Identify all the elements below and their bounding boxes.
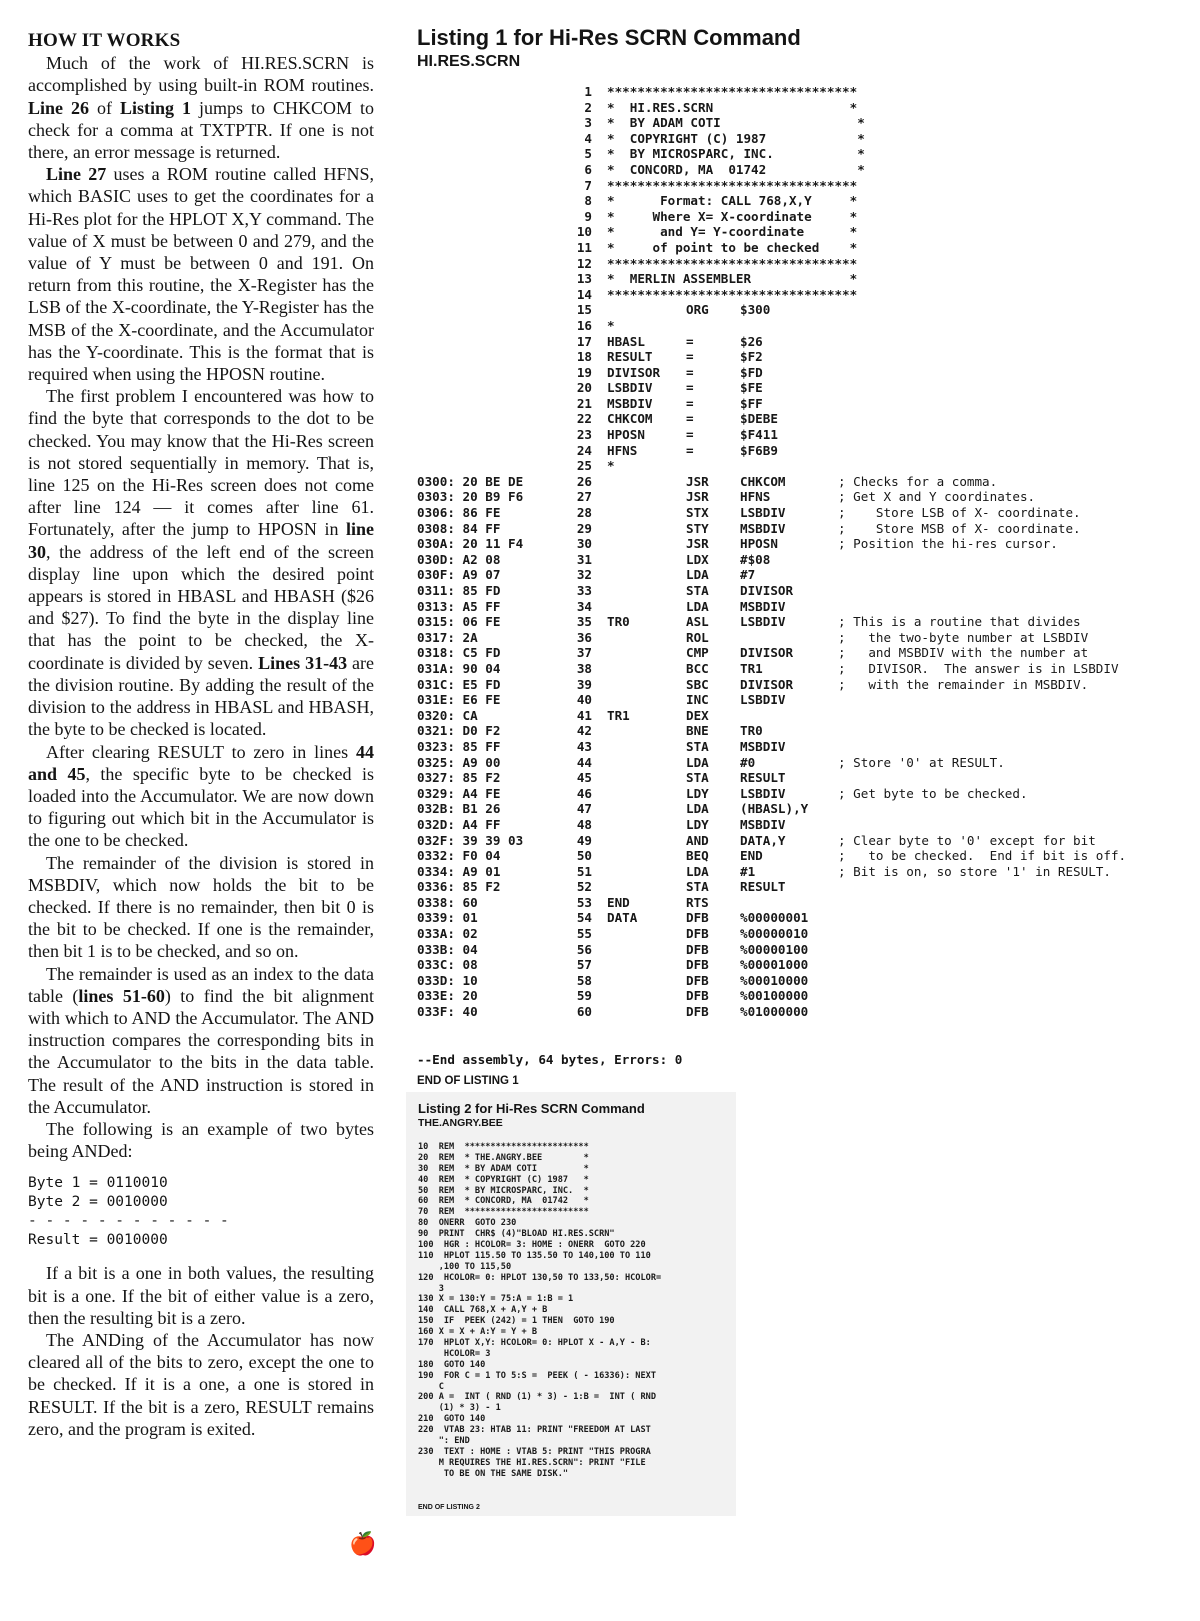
line-number: 27 [576,489,592,505]
code-line: ": END [418,1436,470,1447]
code-operand: %00000100 [740,941,809,957]
code-comment-block: * BY ADAM COTI * [607,115,865,131]
code-address: 033A: 02 [417,926,478,942]
code-opcode: DFB [686,972,709,988]
code-opcode: BCC [686,660,709,676]
code-comment: ; with the remainder in MSBDIV. [838,676,1089,692]
code-line: 180 GOTO 140 [418,1359,486,1370]
code-opcode: CMP [686,645,709,661]
code-opcode: ROL [686,629,709,645]
code-operand: #7 [740,567,756,583]
line-number: 26 [576,473,592,489]
code-comment: ; Bit is on, so store '1' in RESULT. [838,863,1111,879]
code-operand: #$08 [740,551,771,567]
code-comment-block: ********************************* [607,255,858,271]
code-comment-block: * Where X= X-coordinate * [607,208,858,224]
line-number: 7 [584,177,592,193]
paragraph-1: Much of the work of HI.RES.SCRN is accomplished by using built-in ROM routines. Line 26 of Listing 1 jumps to CHKCOM to check for a comma at TXTPTR. If one is not there, an error message is returned. [28,53,374,163]
code-opcode: = [686,349,694,365]
code-address: 0303: 20 B9 F6 [417,489,524,505]
code-line: HCOLOR= 3 [418,1348,491,1359]
code-comment: ; Checks for a comma. [838,473,998,489]
line-number: 33 [576,583,592,598]
code-address: 0336: 85 F2 [417,879,501,895]
code-label: RESULT [607,349,653,365]
code-opcode: DEX [686,707,709,723]
code-address: 031C: E5 FD [417,676,501,692]
code-operand: %00001000 [740,957,809,973]
paragraph-6: The remainder is used as an index to the data table (lines 51-60) to find the bit alignment with which to AND the Accumulator. The AND instruction compares the corresponding bits in the Accumulator to the bits in the data table. The result of the AND instruction is stored in the Accumulator. [28,963,374,1117]
article-column [28,30,374,1440]
code-line: 110 HPLOT 115.50 TO 135.50 TO 140,100 TO 110 [418,1250,651,1261]
code-comment-block: * and Y= Y-coordinate * [607,224,858,240]
code-operand: $FD [740,364,763,380]
paragraph-7: The following is an example of two bytes being ANDed: [28,1118,374,1162]
code-operand: CHKCOM [740,473,786,489]
code-address: 0306: 86 FE [417,505,501,521]
code-comment-block: * of point to be checked * [607,239,858,255]
code-opcode: = [686,364,694,380]
code-address: 032D: A4 FF [417,816,501,832]
code-label: HFNS [607,442,638,458]
code-operand: $FE [740,380,763,396]
code-opcode: LDA [686,567,709,583]
listing1-title: Listing 1 for Hi-Res SCRN Command [417,25,801,50]
code-operand: DATA,Y [740,832,786,848]
code-opcode: DFB [686,926,709,942]
code-operand: LSBDIV [740,614,786,630]
code-operand: %00010000 [740,972,809,988]
line-number: 29 [576,520,592,536]
line-number: 16 [576,317,592,333]
code-opcode: STX [686,505,709,521]
code-address: 031A: 90 04 [417,660,501,676]
paragraph-2: Line 27 uses a ROM routine called HFNS, which BASIC uses to get the coordinates for a Hi-Res plot for the HPLOT X,Y command. The value of X must be between 0 and 279, and the value of Y must be between 0 and 191. On return from this routine, the X-Register has the LSB of the X-coordinate, the Y-Register has the MSB of the X-coordinate, and the Accumulator has the Y-coordinate. This is the format that is required when using the HPOSN routine. [28,164,374,385]
line-number: 2 [584,99,592,115]
code-opcode: AND [686,832,709,848]
code-address: 0323: 85 FF [417,738,501,754]
end-of-listing2: END OF LISTING 2 [418,1504,480,1511]
code-comment: ; This is a routine that divides [838,614,1081,630]
code-opcode: BEQ [686,848,709,864]
line-number: 46 [576,785,592,801]
code-opcode: = [686,411,694,427]
line-number: 45 [576,770,592,786]
code-line: 3 [418,1283,444,1294]
code-line: 140 CALL 768,X + A,Y + B [418,1305,548,1316]
code-comment: ; Store LSB of X- coordinate. [838,505,1081,521]
code-operand: %00000001 [740,910,809,926]
code-address: 0325: A9 00 [417,754,501,770]
line-number: 32 [576,567,592,583]
listing1-header [417,24,801,72]
code-line: 20 REM * THE.ANGRY.BEE * [418,1152,589,1163]
code-address: 030D: A2 08 [417,551,501,567]
apple-end-icon: 🍎 [349,1532,377,1557]
code-opcode: DFB [686,910,709,926]
code-line: 100 HGR : HCOLOR= 3: HOME : ONERR GOTO 220 [418,1240,646,1251]
code-opcode: LDA [686,598,709,614]
code-operand: %00000010 [740,926,809,942]
code-operand: $DEBE [740,411,778,427]
code-address: 0321: D0 F2 [417,723,501,739]
code-comment: ; Get byte to be checked. [838,785,1028,801]
line-number: 58 [576,972,592,988]
code-opcode: STA [686,770,709,786]
line-number: 24 [576,442,592,458]
code-opcode: LDA [686,801,709,817]
code-operand: END [740,848,763,864]
code-line: 200 A = INT ( RND (1) * 3) - 1:B = INT ( RND [418,1392,656,1403]
code-comment-block: * HI.RES.SCRN * [607,99,858,115]
line-number: 37 [576,645,592,661]
line-number: 6 [584,161,592,177]
line-number: 35 [576,614,592,630]
line-number: 10 [576,224,592,240]
code-line: 170 HPLOT X,Y: HCOLOR= 0: HPLOT X - A,Y - B: [418,1338,651,1349]
line-number: 44 [576,754,592,770]
code-address: 0329: A4 FE [417,785,501,801]
line-number: 51 [576,863,592,879]
code-address: 0317: 2A [417,629,478,645]
code-label: DATA [607,910,638,926]
code-opcode: LDX [686,551,709,567]
code-operand: $F2 [740,349,763,365]
code-line: 160 X = X + A:Y = Y + B [418,1327,537,1338]
code-opcode: LDA [686,754,709,770]
code-operand: MSBDIV [740,598,786,614]
code-line: 10 REM ************************ [418,1142,589,1152]
code-address: 0318: C5 FD [417,645,501,661]
line-number: 9 [584,208,592,224]
line-number: 53 [576,894,592,910]
and-example: Byte 1 = 0110010 Byte 2 = 0010000 - - - - - - - - - - - - Result = 0010000 [28,1175,229,1249]
code-operand: $F6B9 [740,442,778,458]
line-number: 15 [576,302,592,318]
code-label: HBASL [607,333,645,349]
paragraph-9: The ANDing of the Accumulator has now cleared all of the bits to zero, except the one to be checked. If it is a one, a one is stored in RESULT. If the bit is a zero, RESULT remains zero, and the program is exited. [28,1329,374,1439]
code-comment-block: * COPYRIGHT (C) 1987 * [607,130,865,146]
paragraph-5: The remainder of the division is stored in MSBDIV, which now holds the bit to be checked. If there is no remainder, then bit 0 is the bit to be checked. If one is the remainder, then bit 1 is to be checked, and so on. [28,852,374,962]
code-operand: RESULT [740,770,786,786]
line-number: 23 [576,427,592,443]
code-opcode: ORG [686,302,709,318]
code-line: (1) * 3) - 1 [418,1403,501,1414]
code-comment-block: * [607,458,615,474]
code-opcode: JSR [686,473,709,489]
code-comment-block: ********************************* [607,84,858,99]
code-address: 033F: 40 [417,1004,478,1020]
code-line: 190 FOR C = 1 TO 5:S = PEEK ( - 16336): NEXT [418,1370,656,1381]
code-opcode: STY [686,520,709,536]
line-number: 31 [576,551,592,567]
code-operand: LSBDIV [740,692,786,708]
code-opcode: LDY [686,785,709,801]
line-number: 38 [576,660,592,676]
code-operand: MSBDIV [740,738,786,754]
code-comment: ; the two-byte number at LSBDIV [838,629,1089,645]
code-opcode: JSR [686,536,709,552]
code-operand: $F411 [740,427,778,443]
code-address: 030F: A9 07 [417,567,501,583]
code-opcode: = [686,380,694,396]
code-comment-block: * [607,317,615,333]
line-number: 4 [584,130,592,146]
code-line: 130 X = 130:Y = 75:A = 1:B = 1 [418,1294,574,1305]
listing2-code [418,1142,661,1480]
code-address: 0334: A9 01 [417,863,501,879]
code-line: 90 PRINT CHR$ (4)"BLOAD HI.RES.SCRN" [418,1229,615,1240]
code-comment: ; and MSBDIV with the number at [838,645,1089,661]
code-operand: $300 [740,302,771,318]
line-number: 20 [576,380,592,396]
code-address: 0300: 20 BE DE [417,473,524,489]
code-line: M REQUIRES THE HI.RES.SCRN": PRINT "FILE [418,1457,646,1468]
code-line: 80 ONERR GOTO 230 [418,1218,517,1229]
line-number: 17 [576,333,592,349]
line-number: 18 [576,349,592,365]
line-number: 19 [576,364,592,380]
code-address: 0313: A5 FF [417,598,501,614]
code-opcode: RTS [686,894,709,910]
listing2-subtitle: THE.ANGRY.BEE [418,1117,503,1129]
code-address: 032B: B1 26 [417,801,501,817]
line-number: 3 [584,115,592,131]
code-label: DIVISOR [607,364,661,380]
code-line: 30 REM * BY ADAM COTI * [418,1163,589,1174]
code-opcode: STA [686,738,709,754]
code-label: CHKCOM [607,411,653,427]
code-line: 120 HCOLOR= 0: HPLOT 130,50 TO 133,50: HCOLOR= [418,1272,662,1283]
code-operand: LSBDIV [740,505,786,521]
code-address: 0315: 06 FE [417,614,501,630]
line-number: 8 [584,193,592,209]
code-operand: $FF [740,395,763,411]
code-operand: HFNS [740,489,771,505]
code-label: END [607,894,630,910]
code-comment: ; Position the hi-res cursor. [838,536,1058,552]
line-number: 55 [576,926,592,942]
code-comment-block: ********************************* [607,177,858,193]
line-number: 39 [576,676,592,692]
code-opcode: = [686,395,694,411]
code-opcode: SBC [686,676,709,692]
code-comment: ; to be checked. End if bit is off. [838,848,1127,864]
code-address: 033B: 04 [417,941,478,957]
line-number: 1 [584,84,592,99]
code-opcode: INC [686,692,709,708]
code-operand: DIVISOR [740,676,794,692]
code-operand: HPOSN [740,536,778,552]
code-address: 033E: 20 [417,988,478,1004]
paragraph-3: The first problem I encountered was how to find the byte that corresponds to the dot to be checked. You may know that the Hi-Res screen is not stored sequentially in memory. That is, line 125 on the Hi-Res screen does not come after line 124 — it comes after line 61. Fortunately, after the jump to HPOSN in line 30, the address of the left end of the screen display line upon which the desired point appears is stored in HBASL and HBASH ($26 and $27). To find the byte in the display line that has the point to be checked, the X-coordinate is divided by seven. Lines 31-43 are the division routine. By adding the result of the division to the address in HBASL and HBASH, the byte to be checked is located. [28,386,374,740]
code-address: 0332: F0 04 [417,848,501,864]
line-number: 12 [576,255,592,271]
code-operand: LSBDIV [740,785,786,801]
line-number: 14 [576,286,592,302]
line-number: 25 [576,458,592,474]
code-opcode: = [686,427,694,443]
code-opcode: DFB [686,941,709,957]
code-line: 50 REM * BY MICROSPARC, INC. * [418,1185,589,1196]
code-comment: ; Clear byte to '0' except for bit [838,832,1096,848]
end-assembly-line: --End assembly, 64 bytes, Errors: 0 [417,1052,683,1067]
code-opcode: DFB [686,988,709,1004]
paragraph-4: After clearing RESULT to zero in lines 44 and 45, the specific byte to be checked is loaded into the Accumulator. We are now down to figuring out which bit in the Accumulator is the one to be checked. [28,741,374,851]
line-number: 50 [576,848,592,864]
code-operand: RESULT [740,879,786,895]
line-number: 40 [576,692,592,708]
code-address: 0327: 85 F2 [417,770,501,786]
line-number: 42 [576,723,592,739]
listing2-header [418,1100,645,1130]
line-number: 5 [584,146,592,162]
code-address: 0338: 60 [417,894,478,910]
code-label: LSBDIV [607,380,653,396]
code-opcode: JSR [686,489,709,505]
code-opcode: = [686,442,694,458]
code-operand: #1 [740,863,756,879]
line-number: 60 [576,1004,592,1020]
article-heading: HOW IT WORKS [28,30,181,51]
code-address: 0320: CA [417,707,478,723]
line-number: 48 [576,816,592,832]
line-number: 11 [576,239,592,255]
code-comment: ; Get X and Y coordinates. [838,489,1036,505]
code-opcode: LDY [686,816,709,832]
code-address: 033D: 10 [417,972,478,988]
code-operand: MSBDIV [740,816,786,832]
listing2-title: Listing 2 for Hi-Res SCRN Command [418,1101,645,1116]
code-comment: ; Store MSB of X- coordinate. [838,520,1081,536]
line-number: 47 [576,801,592,817]
paragraph-8: If a bit is a one in both values, the resulting bit is a one. If the bit of either value is a zero, then the resulting bit is a zero. [28,1263,374,1328]
code-line: 40 REM * COPYRIGHT (C) 1987 * [418,1174,589,1185]
code-operand: (HBASL),Y [740,801,809,817]
code-operand: MSBDIV [740,520,786,536]
code-label: TR0 [607,614,630,630]
code-operand: %01000000 [740,1004,809,1020]
code-label: HPOSN [607,427,645,443]
code-line: C [418,1381,444,1392]
line-number: 22 [576,411,592,427]
code-opcode: STA [686,583,709,598]
code-comment-block: * BY MICROSPARC, INC. * [607,146,865,162]
line-number: 57 [576,957,592,973]
code-address: 0308: 84 FF [417,520,501,536]
line-number: 34 [576,598,592,614]
code-line: 150 IF PEEK (242) = 1 THEN GOTO 190 [418,1316,615,1327]
line-number: 21 [576,395,592,411]
line-number: 52 [576,879,592,895]
code-opcode: STA [686,879,709,895]
line-number: 54 [576,910,592,926]
code-operand: TR1 [740,660,763,676]
code-comment-block: * CONCORD, MA 01742 * [607,161,865,177]
code-operand: TR0 [740,723,763,739]
code-line: TO BE ON THE SAME DISK." [418,1468,569,1479]
code-comment-block: * Format: CALL 768,X,Y * [607,193,858,209]
code-line: 210 GOTO 140 [418,1414,486,1425]
code-address: 033C: 08 [417,957,478,973]
code-line: 60 REM * CONCORD, MA 01742 * [418,1196,589,1207]
code-label: MSBDIV [607,395,653,411]
code-opcode: ASL [686,614,709,630]
code-operand: $26 [740,333,763,349]
code-comment-block: ********************************* [607,286,858,302]
line-number: 43 [576,738,592,754]
code-opcode: BNE [686,723,709,739]
code-operand: DIVISOR [740,645,794,661]
line-number: 59 [576,988,592,1004]
code-opcode: DFB [686,957,709,973]
code-operand: DIVISOR [740,583,794,598]
code-line: 70 REM ************************ [418,1207,589,1218]
line-number: 49 [576,832,592,848]
code-line: 220 VTAB 23: HTAB 11: PRINT "FREEDOM AT LAST [418,1425,651,1436]
code-line: ,100 TO 115,50 [418,1261,512,1272]
code-address: 0339: 01 [417,910,478,926]
code-address: 031E: E6 FE [417,692,501,708]
line-number: 13 [576,271,592,287]
code-address: 0311: 85 FD [417,583,501,598]
code-operand: #0 [740,754,756,770]
line-number: 36 [576,629,592,645]
code-address: 030A: 20 11 F4 [417,536,524,552]
code-comment: ; DIVISOR. The answer is in LSBDIV [838,660,1119,676]
code-line: 230 TEXT : HOME : VTAB 5: PRINT "THIS PROGRA [418,1446,651,1457]
code-address: 032F: 39 39 03 [417,832,524,848]
code-opcode: LDA [686,863,709,879]
code-comment: ; Store '0' at RESULT. [838,754,1005,770]
end-of-listing1: END OF LISTING 1 [417,1075,519,1087]
code-opcode: DFB [686,1004,709,1020]
line-number: 28 [576,505,592,521]
code-comment-block: * MERLIN ASSEMBLER * [607,271,858,287]
code-label: TR1 [607,707,630,723]
line-number: 56 [576,941,592,957]
listing1-subtitle: HI.RES.SCRN [417,53,521,70]
code-opcode: = [686,333,694,349]
line-number: 30 [576,536,592,552]
line-number: 41 [576,707,592,723]
code-operand: %00100000 [740,988,809,1004]
